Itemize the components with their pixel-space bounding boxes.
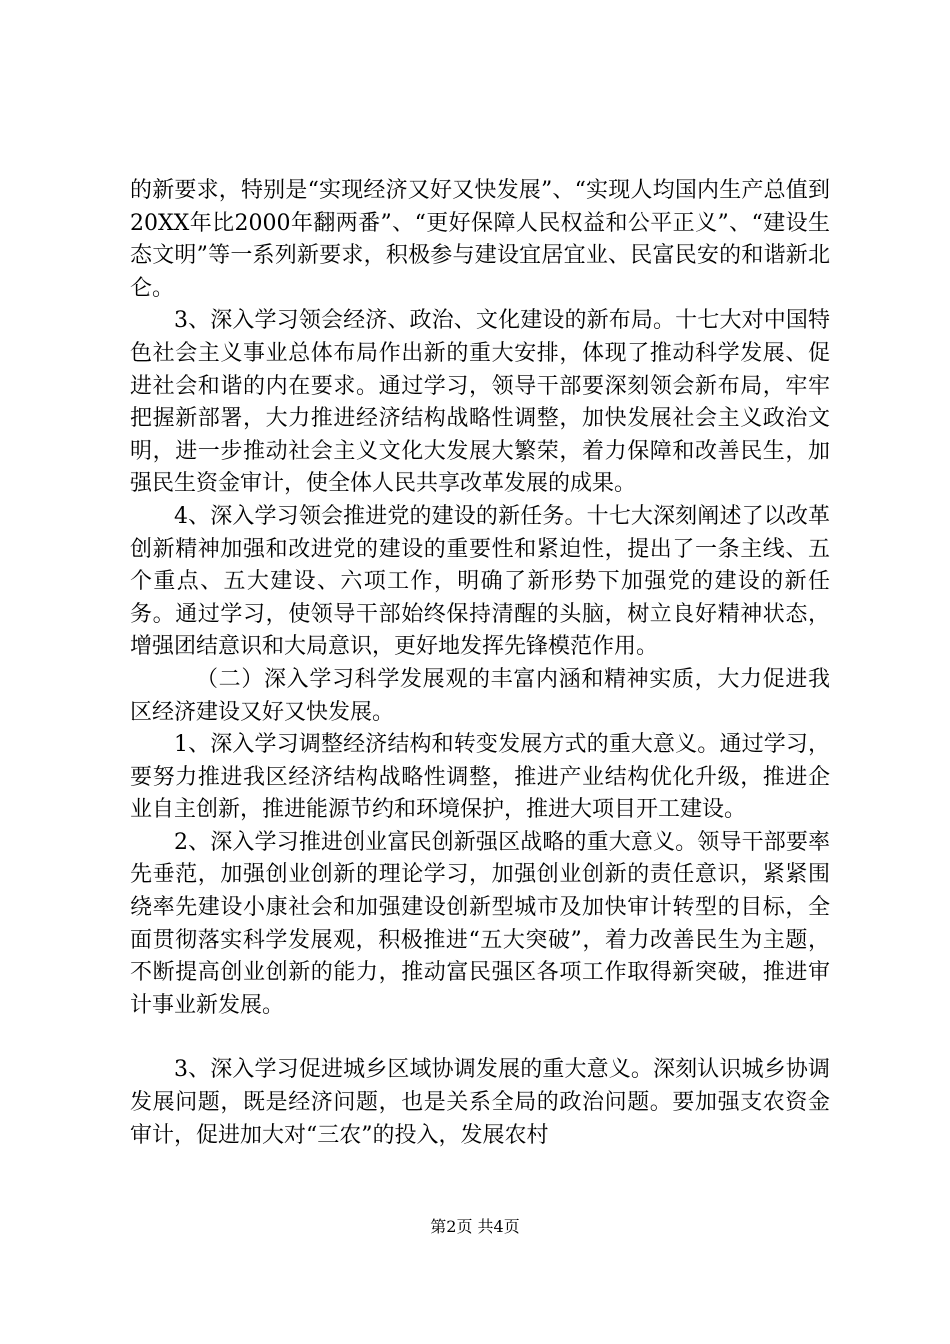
paragraph-continuation: 的新要求，特别是“实现经济又好又快发展”、“实现人均国内生产总值到20XX年比2000年翻两番”、“更好保障人民权益和公平正义”、“建设生态文明”等一系列新要求，积极参与建设宜居宜业、民富民安的和谐新北仑。 xyxy=(130,178,830,301)
paragraph-item-4-party-building: 4、深入学习领会推进党的建设的新任务。十七大深刻阐述了以改革创新精神加强和改进党的建设的重要性和紧迫性，提出了一条主线、五个重点、五大建设、六项工作，明确了新形势下加强党的建设的新任务。通过学习，使领导干部始终保持清醒的头脑，树立良好精神状态，增强团结意识和大局意识，更好地发挥先锋模范作用。 xyxy=(130,503,830,660)
page-footer xyxy=(0,1214,950,1237)
paragraph-item-2-innovation: 2、深入学习推进创业富民创新强区战略的重大意义。领导干部要率先垂范，加强创业创新的理论学习，加强创业创新的责任意识，紧紧围绕率先建设小康社会和加强建设创新型城市及加快审计转型的目标，全面贯彻落实科学发展观，积极推进“五大突破”，着力改善民生为主题，不断提高创业创新的能力，推动富民强区各项工作取得新突破，推进审计事业新发展。 xyxy=(130,829,830,1018)
paragraph-item-1-economic-structure: 1、深入学习调整经济结构和转变发展方式的重大意义。通过学习，要努力推进我区经济结构战略性调整，推进产业结构优化升级，推进企业自主创新，推进能源节约和环境保护，推进大项目开工建设。 xyxy=(130,732,830,823)
document-body xyxy=(130,175,830,1152)
section-heading-2: （二）深入学习科学发展观的丰富内涵和精神实质，大力促进我区经济建设又好又快发展。 xyxy=(130,666,830,725)
paragraph-item-3-urban-rural: 3、深入学习促进城乡区域协调发展的重大意义。深刻认识城乡协调发展问题，既是经济问题，也是关系全局的政治问题。要加强支农资金审计，促进加大对“三农”的投入，发展农村 xyxy=(130,1057,830,1148)
page-number-label: 第2页 共4页 xyxy=(430,1217,520,1236)
paragraph-item-3-layout: 3、深入学习领会经济、政治、文化建设的新布局。十七大对中国特色社会主义事业总体布局作出新的重大安排，体现了推动科学发展、促进社会和谐的内在要求。通过学习，领导干部要深刻领会新布局，牢牢把握新部署，大力推进经济结构战略性调整，加快发展社会主义政治文明，进一步推动社会主义文化大发展大繁荣，着力保障和改善民生，加强民生资金审计，使全体人民共享改革发展的成果。 xyxy=(130,308,830,497)
